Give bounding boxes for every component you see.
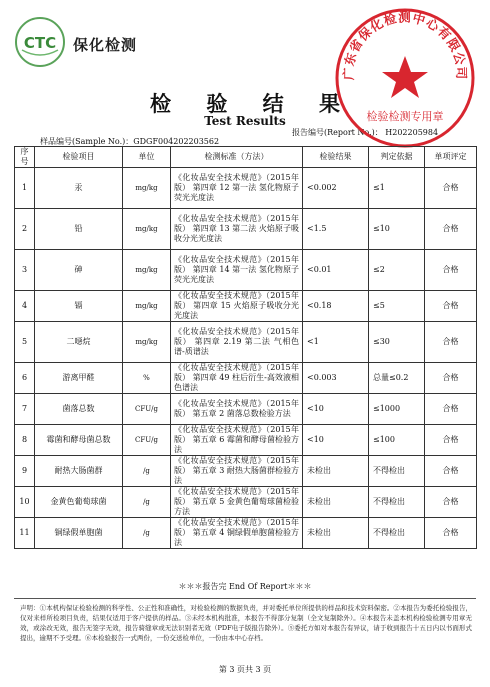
cell-unit: /g: [123, 456, 171, 487]
report-title-en: Test Results: [204, 114, 286, 128]
cell-limit: ≤5: [369, 291, 425, 322]
cell-no: 6: [15, 363, 35, 394]
cell-no: 2: [15, 209, 35, 250]
table-row: [15, 456, 477, 487]
seal-org-text: 广东省保化检测中心有限公司: [340, 9, 470, 81]
cell-verdict: 合格: [425, 518, 477, 549]
seal-use-text: 检验检测专用章: [366, 110, 444, 123]
cell-result: <0.18: [303, 291, 369, 322]
sample-number: 样品编号(Sample No.)：GDGF004202203562: [40, 137, 220, 146]
cell-result: <0.003: [303, 363, 369, 394]
cell-no: 5: [15, 322, 35, 363]
cell-no: 8: [15, 425, 35, 456]
cell-limit: ≤1000: [369, 394, 425, 425]
ctc-logo-icon: [14, 16, 66, 68]
cell-result: 未检出: [303, 487, 369, 518]
divider: [14, 598, 476, 599]
cell-item: 铅: [35, 209, 123, 250]
cell-method: 《化妆品安全技术规范》（2015年版） 第四章 49 柱后衍生-高效液相色谱法: [171, 363, 303, 394]
table-row: [15, 291, 477, 322]
table-row: [15, 487, 477, 518]
cell-unit: mg/kg: [123, 322, 171, 363]
cell-limit: 不得检出: [369, 518, 425, 549]
cell-verdict: 合格: [425, 487, 477, 518]
col-header-limit: 判定依据: [369, 147, 425, 168]
cell-no: 9: [15, 456, 35, 487]
cell-unit: mg/kg: [123, 209, 171, 250]
cell-item: 耐热大肠菌群: [35, 456, 123, 487]
table-row: [15, 322, 477, 363]
cell-unit: /g: [123, 487, 171, 518]
cell-result: <0.01: [303, 250, 369, 291]
cell-item: 二噁烷: [35, 322, 123, 363]
cell-verdict: 合格: [425, 425, 477, 456]
cell-result: 未检出: [303, 456, 369, 487]
cell-result: <1: [303, 322, 369, 363]
cell-method: 《化妆品安全技术规范》（2015年版） 第四章 12 第一法 氢化物原子荧光光度法: [171, 168, 303, 209]
table-header-row: [15, 147, 477, 168]
cell-result: <10: [303, 394, 369, 425]
cell-item: 镉: [35, 291, 123, 322]
cell-result: 未检出: [303, 518, 369, 549]
cell-result: <1.5: [303, 209, 369, 250]
cell-item: 砷: [35, 250, 123, 291]
cell-item: 金黄色葡萄球菌: [35, 487, 123, 518]
cell-item: 菌落总数: [35, 394, 123, 425]
page-number: 第 3 页共 3 页: [218, 665, 272, 674]
table-row: [15, 363, 477, 394]
cell-no: 3: [15, 250, 35, 291]
cell-limit: 总量≤0.2: [369, 363, 425, 394]
cell-verdict: 合格: [425, 209, 477, 250]
cell-limit: ≤2: [369, 250, 425, 291]
col-header-result: 检验结果: [303, 147, 369, 168]
table-row: [15, 425, 477, 456]
cell-limit: ≤100: [369, 425, 425, 456]
col-header-no: 序号: [15, 147, 35, 168]
cell-unit: %: [123, 363, 171, 394]
cell-item: 铜绿假单胞菌: [35, 518, 123, 549]
cell-limit: ≤30: [369, 322, 425, 363]
cell-verdict: 合格: [425, 250, 477, 291]
cell-no: 11: [15, 518, 35, 549]
cell-unit: CFU/g: [123, 394, 171, 425]
report-number: 报告编号(Report No.)： H202205984: [292, 128, 439, 137]
table-row: [15, 518, 477, 549]
cell-no: 7: [15, 394, 35, 425]
cell-item: 游离甲醛: [35, 363, 123, 394]
official-seal-icon: [331, 4, 479, 152]
cell-unit: mg/kg: [123, 168, 171, 209]
table-row: [15, 250, 477, 291]
end-of-report: ＊＊＊报告完 End Of Report＊＊＊: [178, 582, 312, 591]
cell-limit: ≤10: [369, 209, 425, 250]
cell-limit: 不得检出: [369, 456, 425, 487]
cell-limit: 不得检出: [369, 487, 425, 518]
table-row: [15, 168, 477, 209]
cell-no: 10: [15, 487, 35, 518]
cell-method: 《化妆品安全技术规范》（2015年版） 第五章 3 耐热大肠菌群检验方法: [171, 456, 303, 487]
cell-verdict: 合格: [425, 363, 477, 394]
cell-method: 《化妆品安全技术规范》（2015年版） 第五章 4 铜绿假单胞菌检验方法: [171, 518, 303, 549]
col-header-method: 检测标准（方法）: [171, 147, 303, 168]
results-table: [14, 146, 477, 549]
table-row: [15, 209, 477, 250]
cell-unit: CFU/g: [123, 425, 171, 456]
col-header-item: 检验项目: [35, 147, 123, 168]
cell-verdict: 合格: [425, 394, 477, 425]
cell-result: <0.002: [303, 168, 369, 209]
cell-no: 1: [15, 168, 35, 209]
cell-method: 《化妆品安全技术规范》（2015年版） 第四章 2.19 第二法 气相色谱-质谱法: [171, 322, 303, 363]
disclaimer-statement: 声明：①本机构保证检验检测的科学性、公正性和准确性，对检验检测的数据负责，并对委托单位所提供的样品和技术资料保密。②本报告为委托检验报告，仅对来样所检项目负责，结果仅适用于客户提供的样品。③未经本机构批准，本报告不得部分复制（全文复制除外）。④本报告未盖本机构检验检测专用章无效，或涂改无效，报告无签字无效，报告骑缝章或无法识别者无效（PDF电子版报告除外）。⑤委托方如对本报告有异议，请于收到报告十五日内以书面形式提出，逾期不予受理。⑥本检验报告一式两份，一份交送检单位，一份由本中心存档。: [20, 604, 472, 642]
cell-method: 《化妆品安全技术规范》（2015年版） 第五章 5 金黄色葡萄球菌检验方法: [171, 487, 303, 518]
cell-method: 《化妆品安全技术规范》（2015年版） 第四章 14 第一法 氢化物原子荧光光度法: [171, 250, 303, 291]
cell-result: <10: [303, 425, 369, 456]
cell-item: 汞: [35, 168, 123, 209]
cell-verdict: 合格: [425, 291, 477, 322]
cell-verdict: 合格: [425, 322, 477, 363]
col-header-unit: 单位: [123, 147, 171, 168]
cell-method: 《化妆品安全技术规范》（2015年版） 第五章 6 霉菌和酵母菌检验方法: [171, 425, 303, 456]
col-header-verdict: 单项评定: [425, 147, 477, 168]
cell-method: 《化妆品安全技术规范》（2015年版） 第四章 15 火焰原子吸收分光光度法: [171, 291, 303, 322]
cell-verdict: 合格: [425, 456, 477, 487]
cell-unit: mg/kg: [123, 250, 171, 291]
brand-name: 保化检测: [73, 36, 138, 54]
report-title-cn: 检 验 结 果: [150, 91, 354, 116]
table-row: [15, 394, 477, 425]
cell-unit: mg/kg: [123, 291, 171, 322]
logo-letters: CTC: [23, 34, 57, 52]
cell-method: 《化妆品安全技术规范》（2015年版） 第四章 13 第二法 火焰原子吸收分光光度法: [171, 209, 303, 250]
cell-method: 《化妆品安全技术规范》（2015年版） 第五章 2 菌落总数检验方法: [171, 394, 303, 425]
cell-limit: ≤1: [369, 168, 425, 209]
cell-verdict: 合格: [425, 168, 477, 209]
cell-item: 霉菌和酵母菌总数: [35, 425, 123, 456]
cell-unit: /g: [123, 518, 171, 549]
cell-no: 4: [15, 291, 35, 322]
